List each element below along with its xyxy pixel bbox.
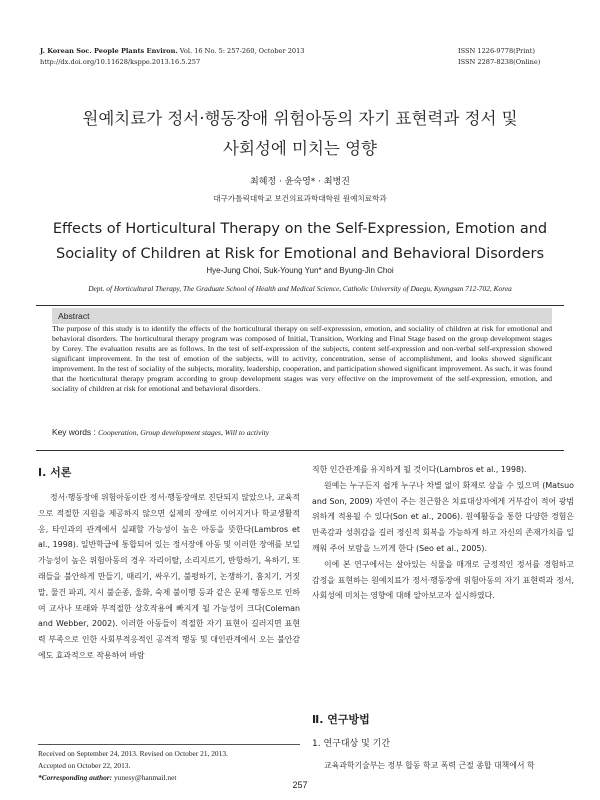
- title-english: [30, 217, 570, 267]
- subsection1-heading: 1. 연구대상 및 기간: [312, 739, 391, 749]
- abstract-heading: Abstract: [52, 308, 552, 324]
- issn-print: ISSN 1226-9778(Print): [458, 47, 535, 55]
- title-korean-line2: 사회성에 미치는 영향: [223, 139, 377, 158]
- section1-heading: Ⅰ. 서론: [38, 466, 72, 479]
- left-column: [38, 490, 300, 664]
- title-english-line1: Effects of Horticultural Therapy on the Self-Expression, Emotion and: [52, 221, 548, 237]
- corresponding-label: *Corresponding author:: [38, 773, 114, 782]
- section1-paragraph: 정서·행동장애 위험아동이란 정서·행동장애로 진단되지 않았으나, 교육적으로 적절한 지원을 제공하지 않으면 실제의 장애로 이어지거나 학교생활적응, 타인과의 관계에서 실패할 가능성이 높은 아동을 뜻한다(Lambros et al., 1998). 일반학급에 통합되어 있는 정서장애 아동 및 이러한 장애를 보일 가능성이 높은 위험아동의 경우 자리이탈, 소리지르기, 반항하기, 욕하기, 또래들을 불안하게 만들기, 때리기, 싸우기, 불평하기, 논쟁하기, 훔치기, 거짓말, 물건 파괴, 지시 불순종, 울화, 숙제 불이행 등과 같은 문제 행동으로 인하여 교사나 또래와 부적절한 상호작용에 빠지게 될 가능성이 크다(Coleman and Webber, 2002). 이러한 아동들이 적절한 자기 표현이 길러지면 표현력 부족으로 인한 사회부적응적인 공격적 행동 및 대인관계에서 오는 불안감에도 효과적으로 작용하여 바람: [38, 493, 300, 660]
- title-korean-line1: 원예치료가 정서·행동장애 위험아동의 자기 표현력과 정서 및: [82, 109, 518, 128]
- section2-heading: Ⅱ. 연구방법: [312, 713, 370, 726]
- journal-name: J. Korean Soc. People Plants Environ.: [40, 47, 178, 55]
- title-english-line2: Sociality of Children at Risk for Emotional and Behavioral Disorders: [55, 246, 545, 262]
- footnote: [38, 748, 300, 784]
- footnote-divider: [38, 744, 300, 745]
- authors-korean: 최혜정 · 윤숙영* · 최병진: [250, 177, 350, 187]
- issn-block: [458, 46, 598, 68]
- subsection1-text: 교육과학기술부는 정부 합동 학교 폭력 근절 종합 대책에서 학: [324, 761, 535, 770]
- keywords-value: Cooperation, Group development stages, Will to activity: [98, 428, 270, 437]
- received-date: Received on September 24, 2013. Revised on October 21, 2013.: [38, 749, 228, 758]
- keywords: [52, 427, 552, 437]
- doi-link[interactable]: http://dx.doi.org/10.11628/ksppe.2013.16.5.257: [40, 58, 201, 66]
- page-number: 257: [292, 780, 308, 790]
- journal-header: [40, 46, 370, 68]
- accepted-date: Accepted on October 22, 2013.: [38, 761, 131, 770]
- title-korean: [40, 104, 560, 164]
- keywords-label: Key words :: [52, 427, 99, 437]
- affiliation-korean: 대구가톨릭대학교 보건의료과학대학원 원예치료학과: [213, 194, 387, 203]
- right-paragraph-1: 직한 인간관계를 유지하게 될 것이다(Lambros et al., 1998).: [312, 465, 527, 474]
- journal-citation: Vol. 16 No. 5: 257-260, October 2013: [177, 47, 305, 55]
- authors-english: Hye-Jung Choi, Suk-Young Yun* and Byung-Jin Choi: [206, 266, 394, 275]
- corresponding-email[interactable]: yunesy@hanmail.net: [113, 773, 177, 782]
- right-paragraph-3: 이에 본 연구에서는 살아있는 식물을 매개로 긍정적인 정서를 경험하고 감정을 표현하는 원예치료가 정서·행동장애 위험아동의 자기 표현력과 정서, 사회성에 미치는 영향에 대해 알아보고자 실시하였다.: [312, 559, 574, 601]
- right-column: [312, 462, 574, 604]
- issn-online: ISSN 2287-8238(Online): [458, 58, 541, 66]
- right-paragraph-2: 원예는 누구든지 쉽게 누구나 차별 없이 화제로 삼을 수 있으며 (Matsuo and Son, 2009) 자연이 주는 친근함은 치료대상자에게 거부감이 적어 광범위하게 적용될 수 있다(Son et al., 2006). 원예활동을 통한 다양한 경험은 만족감과 성취감을 길러 정신적 회복을 가능하게 하고 자신의 존재가치를 일깨워 주어 보람을 느끼게 한다 (Seo et al., 2005).: [312, 480, 574, 553]
- abstract-text: The purpose of this study is to identify the effects of the horticultural therapy on self-expresssion, emotion, and sociality of children at risk for emotional and behavioral disorders. The horticultural therapy program was composed of Initial, Transition, Working and Final Stage based on the group development stages by Corey. The evaluation results are as follows. In the test of self-expression of the subjects, content self-expression and non-verbal self-expression showed significant improvement. In the test of emotion of the subjects, will to activity, concentration, sense of accomplishment, and looks showed significant improvement. In the test of sociality of the subjects, morality, leadership, cooperation, and participation showed significant improvement. As such, it was found that the horticultural therapy program according to group development stages was very effective on the improvement of the self-expression, emotion, and sociality of children at risk for emotional and behavioral disorders.: [52, 324, 552, 393]
- affiliation-english: Dept. of Horticultural Therapy, The Graduate School of Health and Medical Science, Catholic University of Daegu, Kyungsan 712-702, Korea: [88, 284, 512, 293]
